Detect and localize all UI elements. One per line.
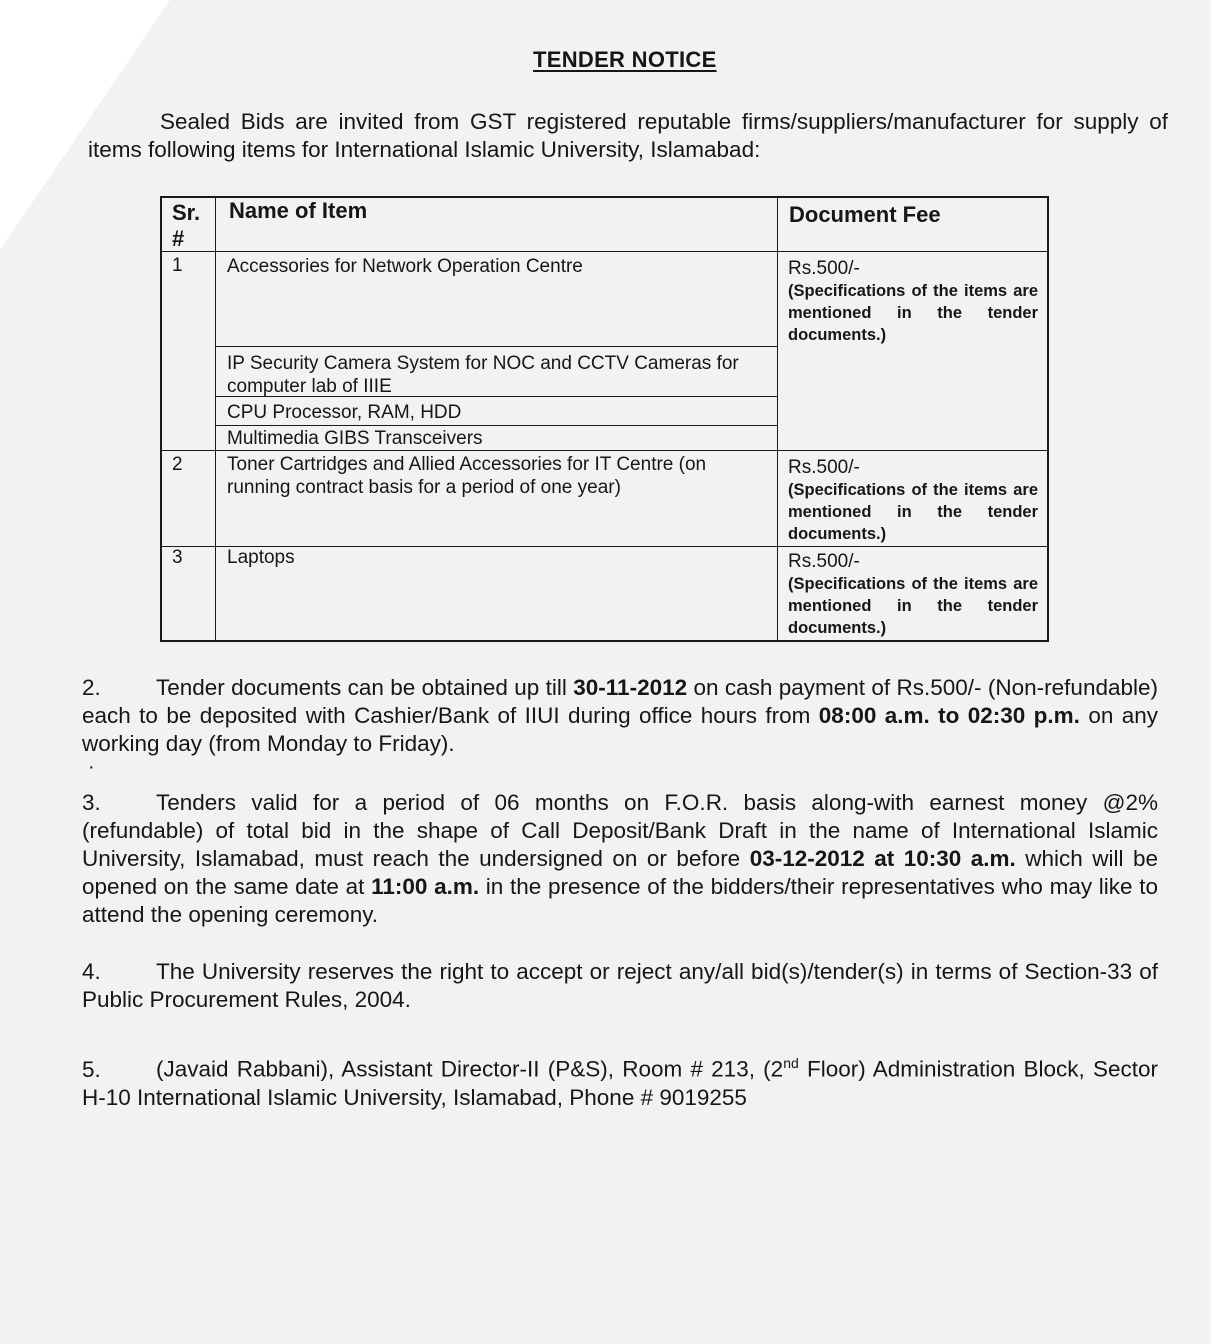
p5-superscript: nd (783, 1055, 799, 1071)
col-sep-1 (215, 196, 216, 642)
paragraph-3 (82, 789, 1158, 929)
intro-text: Sealed Bids are invited from GST registered reputable firms/suppliers/manufacturer for supply of items following items for International Islamic University, Islamabad: (88, 109, 1168, 162)
p3-deadline: 03-12-2012 at 10:30 a.m. (749, 846, 1016, 871)
row2-fee (788, 456, 1038, 545)
row3-sr: 3 (172, 547, 183, 568)
intro-paragraph (88, 108, 1168, 164)
p4-text: The University reserves the right to accept or reject any/all bid(s)/tender(s) in terms of Section-33 of Public Procurement Rules, 2004. (82, 959, 1158, 1012)
row2-fee-amount: Rs.500/- (788, 457, 860, 478)
p2-text-2: on cash payment of Rs.500/- (Non-refundable) each to be deposited with Cashier/Bank of IIUI during office hours from (82, 675, 1159, 728)
row1-fee (788, 257, 1038, 346)
paragraph-5 (82, 1049, 1158, 1112)
row3-fee (788, 550, 1038, 639)
row2-item-1: Toner Cartridges and Allied Accessories for IT Centre (on running contract basis for a period of one year) (227, 454, 707, 498)
p2-text-1: Tender documents can be obtained up till (156, 675, 574, 700)
row1-item-1: Accessories for Network Operation Centre (227, 256, 583, 277)
row1-item-3: CPU Processor, RAM, HDD (227, 402, 462, 423)
paragraph-4-number: 4. (82, 959, 101, 984)
row3-fee-note: (Specifications of the items are mentioned in the tender documents.) (788, 575, 1038, 637)
p2-text-3: on any working day (from Monday to Friday). (82, 703, 1159, 756)
sub-sep-1 (215, 346, 777, 347)
row3-item-1: Laptops (227, 547, 295, 568)
paragraph-2-number: 2. (82, 675, 101, 700)
row1-fee-amount: Rs.500/- (788, 258, 860, 279)
p3-text-3: in the presence of the bidders/their representatives who may like to attend the opening ceremony. (82, 874, 1158, 927)
p3-opening-time: 11:00 a.m. (371, 874, 480, 899)
table-border-left (160, 196, 162, 642)
row1-sr: 1 (172, 255, 183, 276)
header-fee: Document Fee (789, 202, 941, 227)
stray-mark: · (88, 756, 95, 778)
header-sep (160, 251, 1049, 252)
header-name: Name of Item (229, 198, 368, 223)
p2-hours: 08:00 a.m. to 02:30 p.m. (818, 703, 1080, 728)
table-border-right (1047, 196, 1049, 642)
row3-fee-amount: Rs.500/- (788, 551, 860, 572)
row2-fee-note: (Specifications of the items are mentioned in the tender documents.) (788, 481, 1038, 543)
col-sep-2 (777, 196, 778, 642)
row1-item-4: Multimedia GIBS Transceivers (227, 428, 483, 449)
row-sep-1 (160, 450, 1049, 451)
p3-text-1: Tenders valid for a period of 06 months on F.O.R. basis along-with earnest money @2% (refundable) of total bid in the shape of Call Deposit/Bank Draft in the name of International Islamic University, Islamabad, must reach the undersigned on or before (82, 790, 1158, 871)
paragraph-3-number: 3. (82, 790, 101, 815)
row1-fee-note: (Specifications of the items are mentioned in the tender documents.) (788, 282, 1038, 344)
row1-item-2: IP Security Camera System for NOC and CCTV Cameras for computer lab of IIIE (227, 353, 739, 397)
items-table (160, 196, 1049, 642)
paragraph-5-number: 5. (82, 1056, 101, 1082)
page-title: TENDER NOTICE (533, 47, 717, 72)
p2-date: 30-11-2012 (573, 675, 688, 700)
row2-sr: 2 (172, 454, 183, 475)
p3-text-2: which will be opened on the same date at (82, 846, 1159, 899)
p5-text-2: Floor) Administration Block, Sector H-10 International Islamic University, Islamabad, Phone # 9019255 (82, 1056, 1158, 1110)
p5-text-1: (Javaid Rabbani), Assistant Director-II (P&S), Room # 213, (2 (156, 1056, 784, 1082)
header-sr: Sr. # (172, 200, 201, 251)
table-border-bottom (160, 640, 1049, 642)
sub-sep-3 (215, 425, 777, 426)
paragraph-4 (82, 958, 1158, 1014)
paragraph-2 (82, 674, 1158, 758)
